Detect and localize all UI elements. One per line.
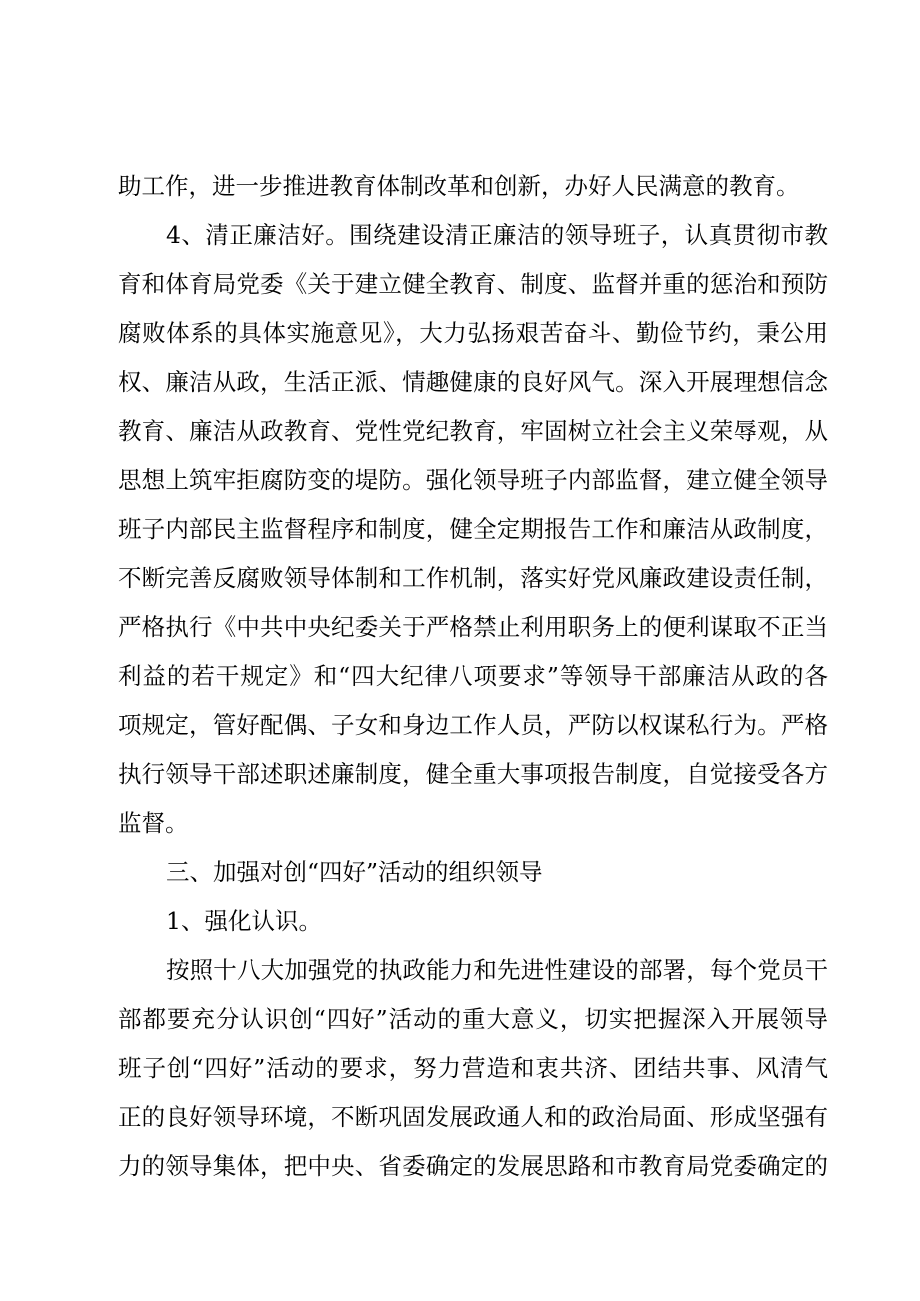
paragraph-line: 助工作，进一步推进教育体制改革和创新，办好人民满意的教育。 [118,172,800,200]
subsection-1-heading: 1、强化认识。 [166,907,322,935]
paragraph-line: 监督。 [118,809,189,837]
paragraph-line: 教育、廉洁从政教育、党性党纪教育，牢固树立社会主义荣辱观，从 [118,417,828,445]
paragraph-line: 权、廉洁从政，生活正派、情趣健康的良好风气。深入开展理想信念 [118,368,828,396]
paragraph-line: 腐败体系的具体实施意见》，大力弘扬艰苦奋斗、勤俭节约，秉公用 [118,319,828,347]
paragraph-line: 思想上筑牢拒腐防变的堤防。强化领导班子内部监督，建立健全领导 [118,466,828,494]
paragraph-line: 不断完善反腐败领导体制和工作机制，落实好党风廉政建设责任制， [118,564,828,592]
section-4-heading-line: 4、清正廉洁好。围绕建设清正廉洁的领导班子，认真贯彻市教 [166,221,828,249]
paragraph-line: 按照十八大加强党的执政能力和先进性建设的部署，每个党员干 [166,956,828,984]
paragraph-line: 班子内部民主监督程序和制度，健全定期报告工作和廉洁从政制度， [118,515,828,543]
paragraph-line: 部都要充分认识创“四好”活动的重大意义，切实把握深入开展领导 [118,1005,828,1033]
paragraph-line: 严格执行《中共中央纪委关于严格禁止利用职务上的便利谋取不正当 [118,613,828,641]
paragraph-line: 正的良好领导环境，不断巩固发展政通人和的政治局面、形成坚强有 [118,1103,828,1131]
paragraph-line: 利益的若干规定》和“四大纪律八项要求”等领导干部廉洁从政的各 [118,662,828,690]
paragraph-line: 育和体育局党委《关于建立健全教育、制度、监督并重的惩治和预防 [118,270,828,298]
paragraph-line: 力的领导集体，把中央、省委确定的发展思路和市教育局党委确定的 [118,1152,828,1180]
paragraph-line: 项规定，管好配偶、子女和身边工作人员，严防以权谋私行为。严格 [118,711,828,739]
section-3-heading: 三、加强对创“四好”活动的组织领导 [166,858,543,886]
paragraph-line: 班子创“四好”活动的要求，努力营造和衷共济、团结共事、风清气 [118,1054,828,1082]
paragraph-line: 执行领导干部述职述廉制度，健全重大事项报告制度，自觉接受各方 [118,760,828,788]
